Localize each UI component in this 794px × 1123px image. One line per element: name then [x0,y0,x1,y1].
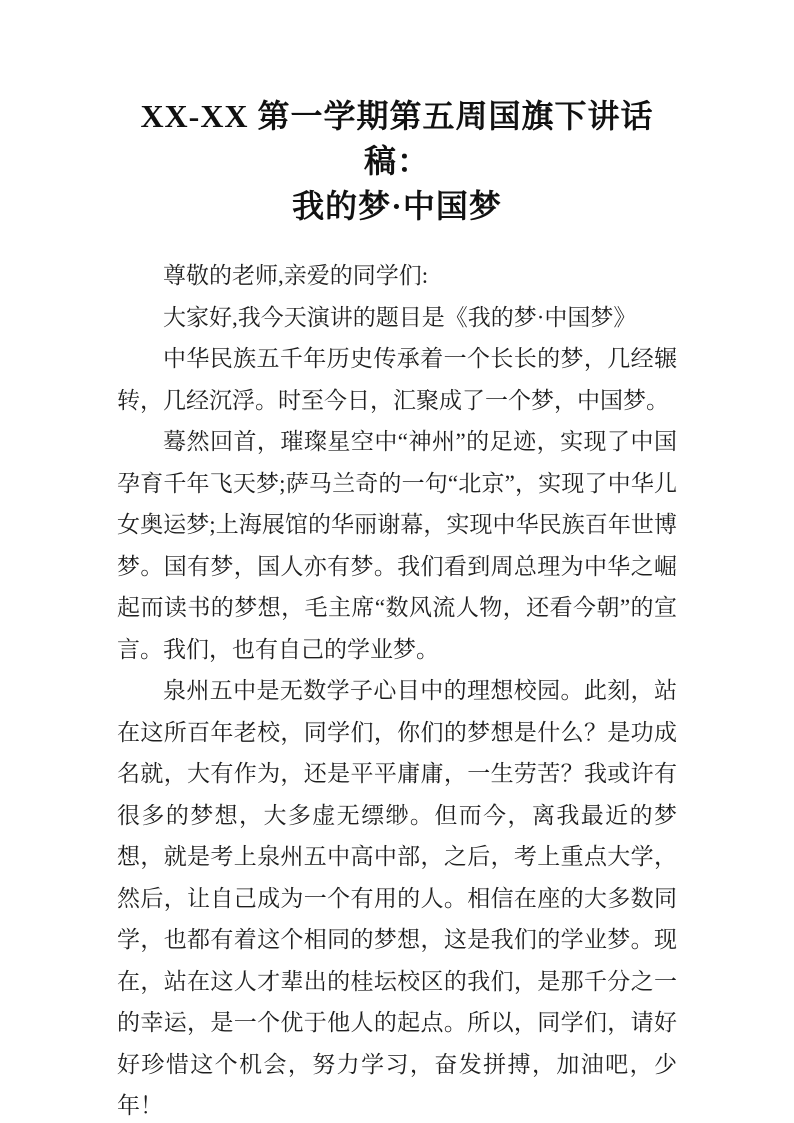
paragraph-opening: 大家好,我今天演讲的题目是《我的梦·中国梦》 [163,304,637,330]
document-title [117,94,677,229]
paragraph-national-dreams: 蓦然回首，璀璨星空中“神州”的足迹，实现了中国孕育千年飞天梦;萨马兰奇的一句“北京”，实现了中华儿女奥运梦;上海展馆的华丽谢幕，实现中华民族百年世博梦。国有梦，国人亦有梦。我们看到周总理为中华之崛起而读书的梦想，毛主席“数风流人物，还看今朝”的宣言。我们，也有自己的学业梦。 [117,429,677,662]
paragraph-school-dream: 泉州五中是无数学子心目中的理想校园。此刻，站在这所百年老校，同学们，你们的梦想是什么？是功成名就，大有作为，还是平平庸庸，一生劳苦？我或许有很多的梦想，大多虚无缥缈。但而今，离我最近的梦想，就是考上泉州五中高中部，之后，考上重点大学，然后，让自己成为一个有用的人。相信在座的大多数同学，也都有着这个相同的梦想，这是我们的学业梦。现在，站在这人才辈出的桂坛校区的我们，是那千分之一的幸运，是一个优于他人的起点。所以，同学们，请好好珍惜这个机会，努力学习，奋发拼搏，加油吧，少年！ [117,678,677,1118]
document-title-line2: 我的梦·中国梦 [292,188,502,224]
paragraph-china-dream-intro: 中华民族五千年历史传承着一个长长的梦，几经辗转，几经沉浮。时至今日，汇聚成了一个梦，中国梦。 [117,346,677,413]
document-title-line1: XX-XX 第一学期第五周国旗下讲话稿： [140,98,654,179]
document-body [117,255,677,1123]
paragraph-salutation: 尊敬的老师,亲爱的同学们: [163,263,429,288]
